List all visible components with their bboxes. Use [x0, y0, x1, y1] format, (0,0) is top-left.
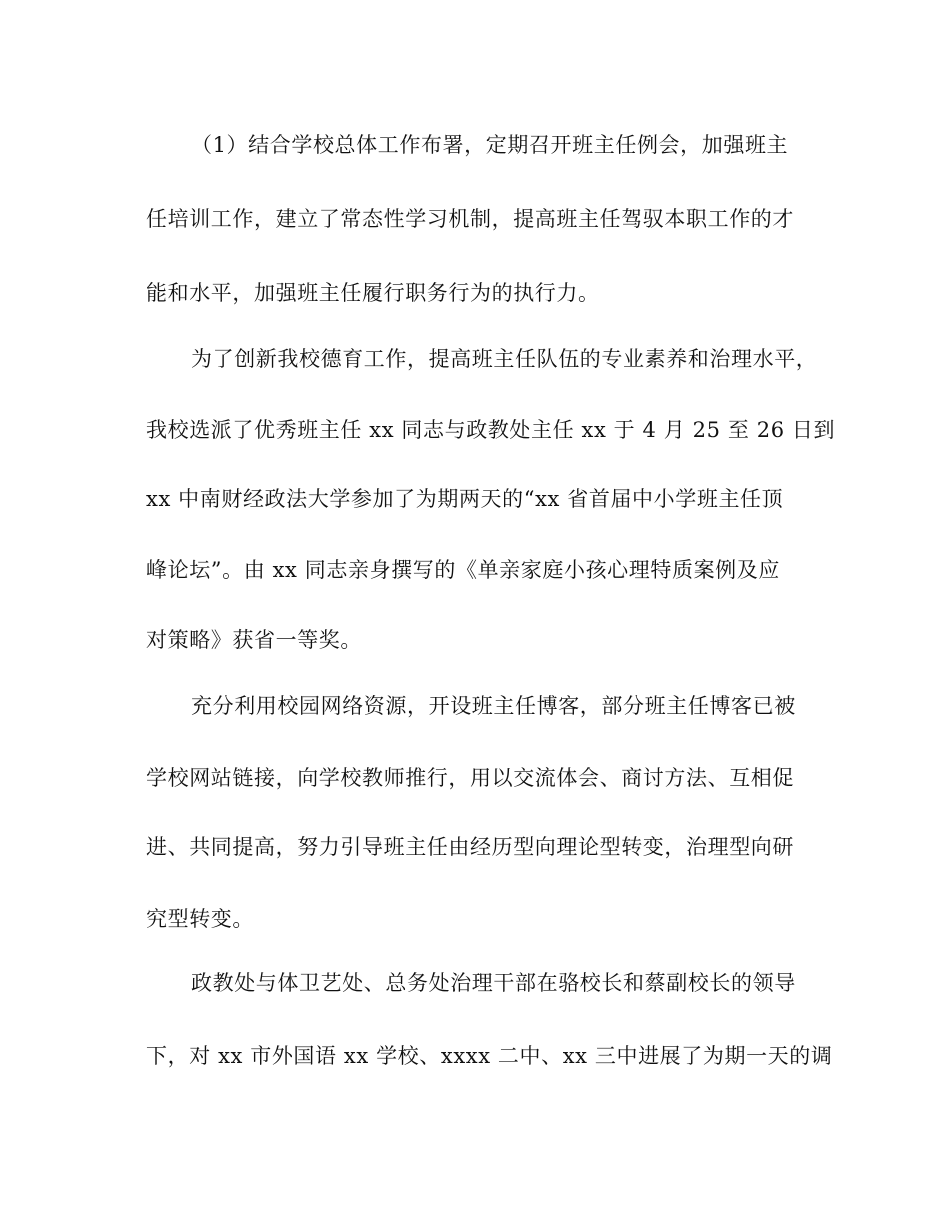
- paragraph-3-line-1: 充分利用校园网络资源，开设班主任博客，部分班主任博客已被: [191, 694, 796, 718]
- paragraph-2-line-5: 对策略》获省一等奖。: [146, 628, 362, 652]
- paragraph-2-line-2: 我校选派了优秀班主任 xx 同志与政教处主任 xx 于 4 月 25 至 26 日到: [146, 418, 836, 442]
- paragraph-1-line-2: 任培训工作，建立了常态性学习机制，提高班主任驾驭本职工作的才: [146, 207, 794, 231]
- paragraph-3-line-2: 学校网站链接，向学校教师推行，用以交流体会、商讨方法、互相促: [146, 766, 794, 790]
- paragraph-2-line-4: 峰论坛”。由 xx 同志亲身撰写的《单亲家庭小孩心理特质案例及应: [146, 558, 780, 582]
- paragraph-3-line-3: 进、共同提高，努力引导班主任由经历型向理论型转变，治理型向研: [146, 835, 794, 859]
- paragraph-4-line-1: 政教处与体卫艺处、总务处治理干部在骆校长和蔡副校长的领导: [191, 971, 796, 995]
- paragraph-3-line-4: 究型转变。: [146, 907, 254, 931]
- paragraph-2-line-1: 为了创新我校德育工作，提高班主任队伍的专业素养和治理水平，: [191, 347, 818, 371]
- paragraph-2-line-3: xx 中南财经政法大学参加了为期两天的“xx 省首届中小学班主任顶: [146, 487, 784, 511]
- paragraph-4-line-2: 下，对 xx 市外国语 xx 学校、xxxx 二中、xx 三中进展了为期一天的调: [146, 1044, 833, 1068]
- paragraph-1-line-3: 能和水平，加强班主任履行职务行为的执行力。: [146, 281, 600, 305]
- paragraph-1-line-1: （1）结合学校总体工作布署，定期召开班主任例会，加强班主: [191, 133, 789, 157]
